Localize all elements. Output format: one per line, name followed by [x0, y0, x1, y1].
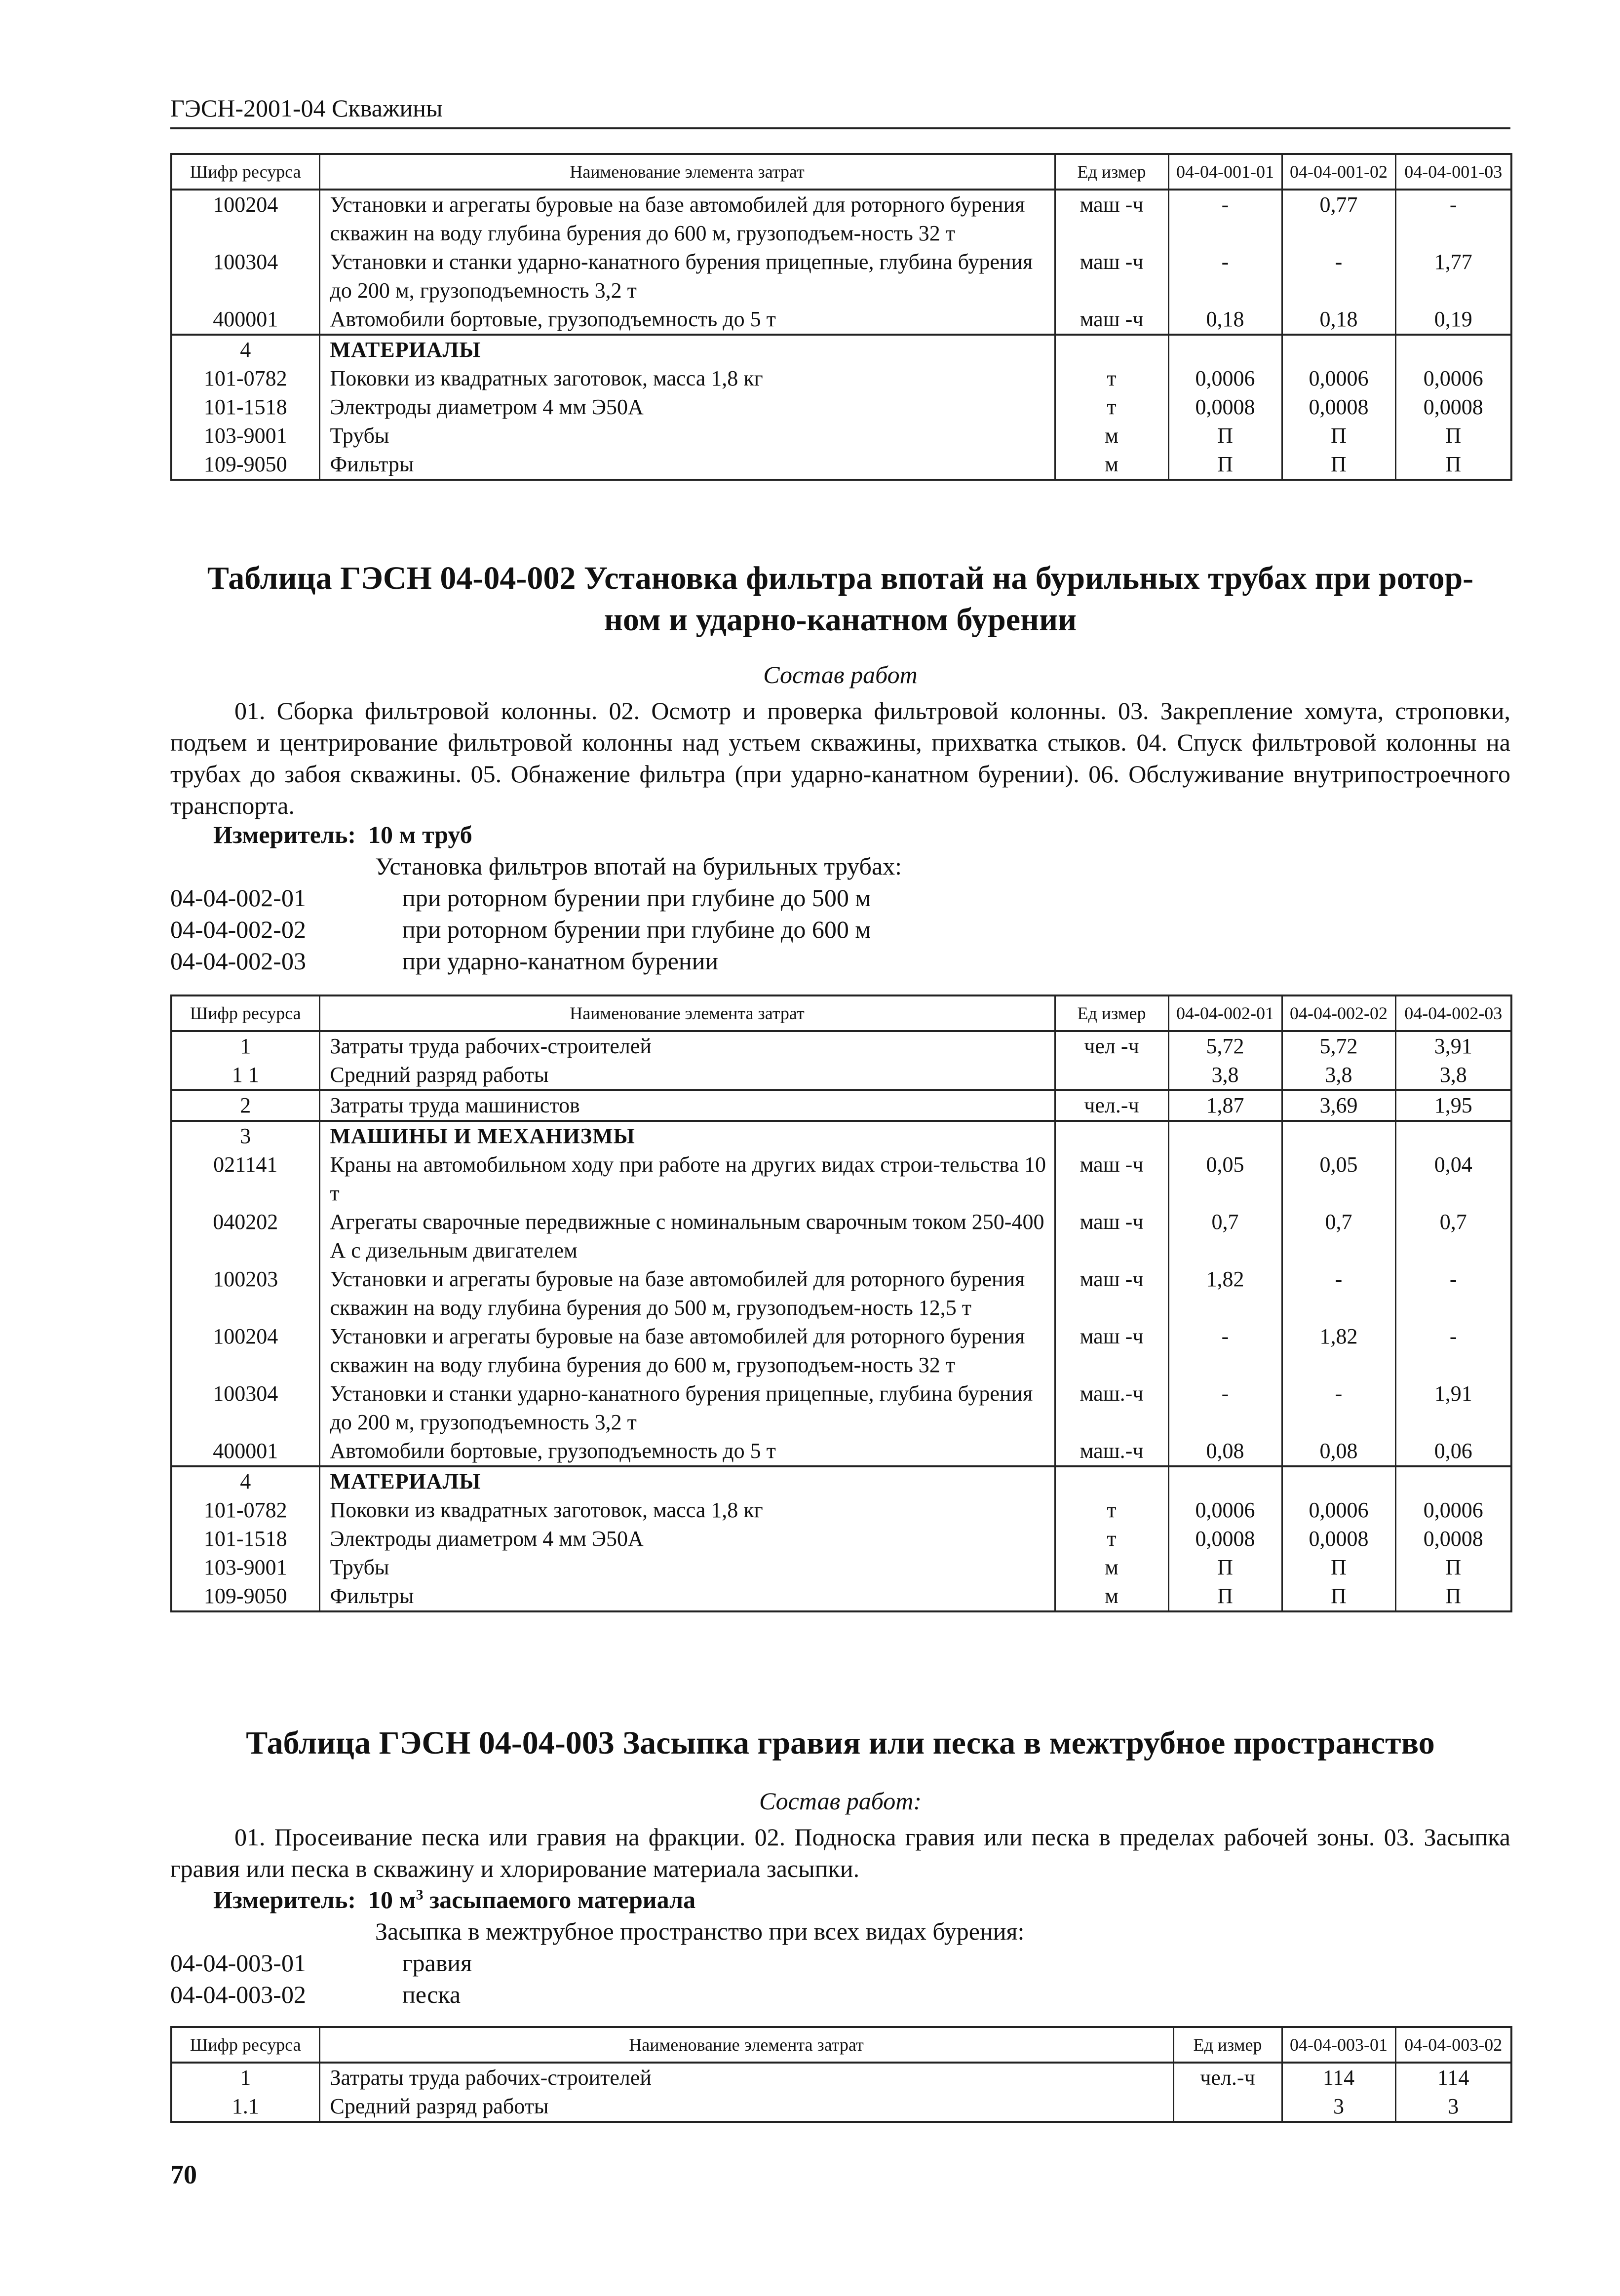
row-unit: м [1055, 421, 1168, 450]
row-value-1: П [1168, 450, 1282, 480]
row-value-1 [1168, 1466, 1282, 1496]
row-value-2: - [1282, 1265, 1395, 1322]
row-unit: маш -ч [1055, 248, 1168, 305]
section-title-line-1: Таблица ГЭСН 04-04-002 Установка фильтра впотай на бурильных трубах при ротор- [207, 560, 1474, 596]
resource-table-04-04-001 [170, 153, 1512, 481]
row-code: 109-9050 [171, 450, 319, 480]
table-row [171, 421, 1511, 450]
row-value-2: 114 [1395, 2063, 1511, 2092]
row-value-2: 0,7 [1282, 1208, 1395, 1265]
table-row [171, 1090, 1511, 1121]
row-name: Фильтры [319, 1582, 1055, 1611]
row-code: 103-9001 [171, 421, 319, 450]
list-item [170, 883, 871, 912]
row-value-2: 3,8 [1282, 1061, 1395, 1090]
list-item [170, 1949, 472, 1977]
table-row [171, 1553, 1511, 1582]
table-row [171, 2092, 1511, 2122]
item-text: при роторном бурении при глубине до 600 м [402, 916, 871, 943]
header-unit: Ед измер [1173, 2027, 1282, 2063]
row-value-3: П [1395, 1582, 1511, 1611]
row-unit: чел.-ч [1173, 2063, 1282, 2092]
row-value-1 [1168, 1121, 1282, 1150]
row-code: 040202 [171, 1208, 319, 1265]
row-name: Агрегаты сварочные передвижные с номинальным сварочным током 250-400 А с дизельным двигателем [319, 1208, 1055, 1265]
row-value-3: - [1395, 1322, 1511, 1379]
meter-value-prefix: 10 м [368, 1886, 416, 1913]
header-unit: Ед измер [1055, 154, 1168, 190]
row-unit: маш -ч [1055, 305, 1168, 335]
resource-table-04-04-002 [170, 995, 1512, 1612]
table-row [171, 1437, 1511, 1466]
header-name: Наименование элемента затрат [319, 995, 1055, 1031]
table-row [171, 248, 1511, 305]
row-unit: т [1055, 1525, 1168, 1553]
row-value-2: 3 [1395, 2092, 1511, 2122]
header-code: Шифр ресурса [171, 995, 319, 1031]
row-code: 021141 [171, 1150, 319, 1208]
row-value-3: 0,0006 [1395, 364, 1511, 393]
row-value-1: 0,0008 [1168, 1525, 1282, 1553]
header-col-3: 04-04-001-03 [1395, 154, 1511, 190]
row-code: 101-1518 [171, 1525, 319, 1553]
composition-heading: Состав работ [763, 661, 918, 689]
row-value-2: 0,0006 [1282, 1496, 1395, 1525]
row-value-1: - [1168, 1322, 1282, 1379]
row-unit: чел -ч [1055, 1031, 1168, 1061]
row-value-2: П [1282, 1582, 1395, 1611]
header-name: Наименование элемента затрат [319, 154, 1055, 190]
row-code: 3 [171, 1121, 319, 1150]
row-code: 100204 [171, 1322, 319, 1379]
row-name: МАШИНЫ И МЕХАНИЗМЫ [319, 1121, 1055, 1150]
header-name: Наименование элемента затрат [319, 2027, 1173, 2063]
row-value-1: 0,0006 [1168, 364, 1282, 393]
table-row [171, 1208, 1511, 1265]
row-code: 1 [171, 1031, 319, 1061]
table-row [171, 1582, 1511, 1611]
row-value-3: - [1395, 190, 1511, 248]
item-code: 04-04-002-01 [170, 884, 306, 912]
row-unit: маш -ч [1055, 1150, 1168, 1208]
row-name: Установки и агрегаты буровые на базе автомобилей для роторного бурения скважин на воду глубина бурения до 600 м, грузоподъем-ность 32 т [319, 1322, 1055, 1379]
row-code: 400001 [171, 1437, 319, 1466]
row-code: 2 [171, 1090, 319, 1121]
table-row [171, 190, 1511, 248]
row-value-3: 0,06 [1395, 1437, 1511, 1466]
row-value-2 [1282, 1121, 1395, 1150]
row-unit: м [1055, 450, 1168, 480]
composition-text: 01. Сборка фильтровой колонны. 02. Осмотр и проверка фильтровой колонны. 03. Закрепление хомута, строповки, подъем и центрирование фильтровой колонны над устьем скважины, прихватка стыков. 04. Спуск фильтровой колонны на трубах до забоя скважины. 05. Обнажение фильтра (при ударно-канатном бурении). 06. Обслуживание внутрипостроечного транспорта. [170, 697, 1510, 819]
section-row-materials [171, 335, 1511, 364]
meter-value [368, 1886, 695, 1913]
row-value-2 [1282, 1466, 1395, 1496]
item-text: при роторном бурении при глубине до 500 м [402, 884, 871, 912]
row-value-3: 0,0006 [1395, 1496, 1511, 1525]
row-value-3: П [1395, 450, 1511, 480]
meter-line [213, 820, 472, 849]
row-value-2: 0,0006 [1282, 364, 1395, 393]
row-unit: маш -ч [1055, 1322, 1168, 1379]
header-unit: Ед измер [1055, 995, 1168, 1031]
row-value-2: - [1282, 248, 1395, 305]
row-name: Электроды диаметром 4 мм Э50А [319, 1525, 1055, 1553]
row-name: Затраты труда рабочих-строителей [319, 2063, 1173, 2092]
row-name: МАТЕРИАЛЫ [319, 1466, 1055, 1496]
table-row [171, 305, 1511, 335]
row-name: Поковки из квадратных заготовок, масса 1,8 кг [319, 1496, 1055, 1525]
table-header-row [171, 154, 1511, 190]
row-value-3 [1395, 1466, 1511, 1496]
row-value-2: П [1282, 450, 1395, 480]
row-name: Средний разряд работы [319, 2092, 1173, 2122]
row-name: Установки и агрегаты буровые на базе автомобилей для роторного бурения скважин на воду глубина бурения до 600 м, грузоподъем-ность 32 т [319, 190, 1055, 248]
page-number: 70 [170, 2160, 197, 2189]
row-value-1: - [1168, 248, 1282, 305]
item-code: 04-04-002-02 [170, 916, 306, 943]
row-name: Затраты труда рабочих-строителей [319, 1031, 1055, 1061]
row-value-1 [1168, 335, 1282, 364]
row-unit: маш.-ч [1055, 1379, 1168, 1437]
row-code: 100304 [171, 1379, 319, 1437]
row-value-3: 0,0008 [1395, 393, 1511, 421]
row-value-1: - [1168, 1379, 1282, 1437]
row-value-3: 0,04 [1395, 1150, 1511, 1208]
row-unit [1173, 2092, 1282, 2122]
list-item [170, 1980, 461, 2009]
row-name: Установки и станки ударно-канатного бурения прицепные, глубина бурения до 200 м, грузоподъемность 3,2 т [319, 1379, 1055, 1437]
list-item [170, 947, 718, 975]
table-row [171, 364, 1511, 393]
row-code: 101-0782 [171, 364, 319, 393]
row-name: МАТЕРИАЛЫ [319, 335, 1055, 364]
row-value-2: - [1282, 1379, 1395, 1437]
row-value-1: 0,0008 [1168, 393, 1282, 421]
row-unit: чел.-ч [1055, 1090, 1168, 1121]
row-name: Трубы [319, 421, 1055, 450]
table-row [171, 450, 1511, 480]
row-value-3: - [1395, 1265, 1511, 1322]
row-name: Электроды диаметром 4 мм Э50А [319, 393, 1055, 421]
header-col-2: 04-04-001-02 [1282, 154, 1395, 190]
row-value-1: 3 [1282, 2092, 1395, 2122]
row-value-3: 3,8 [1395, 1061, 1511, 1090]
item-text: при ударно-канатном бурении [402, 947, 719, 975]
row-name: Поковки из квадратных заготовок, масса 1,8 кг [319, 364, 1055, 393]
row-unit: м [1055, 1553, 1168, 1582]
row-unit [1055, 1121, 1168, 1150]
table-header-row [171, 995, 1511, 1031]
table-row [171, 1061, 1511, 1090]
table-row [171, 393, 1511, 421]
meter-value: 10 м труб [368, 821, 472, 848]
row-name: Трубы [319, 1553, 1055, 1582]
row-code: 109-9050 [171, 1582, 319, 1611]
row-value-1: П [1168, 421, 1282, 450]
row-code: 100304 [171, 248, 319, 305]
table-row [171, 1322, 1511, 1379]
meter-value-exponent: 3 [416, 1886, 424, 1903]
items-lead: Засыпка в межтрубное пространство при всех видах бурения: [375, 1917, 1025, 1945]
table-row [171, 1496, 1511, 1525]
row-value-1: 0,7 [1168, 1208, 1282, 1265]
row-value-3: 1,95 [1395, 1090, 1511, 1121]
meter-value-suffix: засыпаемого материала [423, 1886, 696, 1913]
row-value-2: 0,0008 [1282, 1525, 1395, 1553]
items-lead: Установка фильтров впотай на бурильных трубах: [375, 852, 902, 880]
row-code: 101-1518 [171, 393, 319, 421]
row-name: Средний разряд работы [319, 1061, 1055, 1090]
row-value-3: 0,0008 [1395, 1525, 1511, 1553]
section-title-04-04-003: Таблица ГЭСН 04-04-003 Засыпка гравия или песка в межтрубное пространство [246, 1725, 1435, 1761]
row-name: Фильтры [319, 450, 1055, 480]
row-value-3 [1395, 1121, 1511, 1150]
row-value-2: 0,77 [1282, 190, 1395, 248]
running-title: ГЭСН-2001-04 Скважины [170, 94, 443, 122]
row-value-2: 5,72 [1282, 1031, 1395, 1061]
row-name: Автомобили бортовые, грузоподъемность до 5 т [319, 1437, 1055, 1466]
header-rule [170, 127, 1510, 129]
row-value-3: 0,19 [1395, 305, 1511, 335]
composition-heading: Состав работ: [759, 1787, 922, 1815]
table-row [171, 1525, 1511, 1553]
row-value-1: 3,8 [1168, 1061, 1282, 1090]
row-value-3: 1,77 [1395, 248, 1511, 305]
table-row [171, 1265, 1511, 1322]
row-unit: маш -ч [1055, 190, 1168, 248]
row-value-3: 0,7 [1395, 1208, 1511, 1265]
row-unit [1055, 1061, 1168, 1090]
table-row [171, 2063, 1511, 2092]
row-value-2 [1282, 335, 1395, 364]
row-code: 103-9001 [171, 1553, 319, 1582]
row-unit: маш.-ч [1055, 1437, 1168, 1466]
row-code: 4 [171, 1466, 319, 1496]
section-title-04-04-002 [170, 558, 1510, 641]
header-col-3: 04-04-002-03 [1395, 995, 1511, 1031]
item-text: гравия [402, 1949, 472, 1977]
header-code: Шифр ресурса [171, 2027, 319, 2063]
row-value-1: 0,08 [1168, 1437, 1282, 1466]
item-code: 04-04-003-02 [170, 1981, 306, 2008]
section-row-materials [171, 1466, 1511, 1496]
row-name: Автомобили бортовые, грузоподъемность до 5 т [319, 305, 1055, 335]
row-value-2: 0,05 [1282, 1150, 1395, 1208]
item-code: 04-04-002-03 [170, 947, 306, 975]
list-item [170, 915, 871, 944]
row-code: 100204 [171, 190, 319, 248]
row-value-2: 1,82 [1282, 1322, 1395, 1379]
meter-label: Измеритель: [213, 821, 356, 848]
row-value-3: 3,91 [1395, 1031, 1511, 1061]
row-code: 1 1 [171, 1061, 319, 1090]
row-value-1: 0,18 [1168, 305, 1282, 335]
composition-text: 01. Просеивание песка или гравия на фракции. 02. Подноска гравия или песка в пределах рабочей зоны. 03. Засыпка гравия или песка в скважину и хлорирование материала засыпки. [170, 1823, 1510, 1882]
row-value-3: П [1395, 421, 1511, 450]
table-row [171, 1150, 1511, 1208]
meter-label: Измеритель: [213, 1886, 356, 1913]
row-value-1: П [1168, 1553, 1282, 1582]
item-text: песка [402, 1981, 461, 2008]
row-value-1: 114 [1282, 2063, 1395, 2092]
row-value-1: 1,87 [1168, 1090, 1282, 1121]
row-name: Затраты труда машинистов [319, 1090, 1055, 1121]
table-header-row [171, 2027, 1511, 2063]
row-value-2: П [1282, 421, 1395, 450]
row-value-1: - [1168, 190, 1282, 248]
row-value-1: 0,05 [1168, 1150, 1282, 1208]
row-code: 1 [171, 2063, 319, 2092]
row-unit: маш -ч [1055, 1208, 1168, 1265]
row-value-1: 0,0006 [1168, 1496, 1282, 1525]
row-unit [1055, 335, 1168, 364]
row-value-1: П [1168, 1582, 1282, 1611]
row-name: Установки и агрегаты буровые на базе автомобилей для роторного бурения скважин на воду глубина бурения до 500 м, грузоподъем-ность 12,5 т [319, 1265, 1055, 1322]
section-row-machines [171, 1121, 1511, 1150]
row-name: Установки и станки ударно-канатного бурения прицепные, глубина бурения до 200 м, грузоподъемность 3,2 т [319, 248, 1055, 305]
row-value-3: П [1395, 1553, 1511, 1582]
table-row [171, 1379, 1511, 1437]
row-value-3: 1,91 [1395, 1379, 1511, 1437]
table-row [171, 1031, 1511, 1061]
header-code: Шифр ресурса [171, 154, 319, 190]
header-col-2: 04-04-002-02 [1282, 995, 1395, 1031]
row-unit: т [1055, 364, 1168, 393]
header-col-1: 04-04-003-01 [1282, 2027, 1395, 2063]
row-unit: т [1055, 1496, 1168, 1525]
header-col-2: 04-04-003-02 [1395, 2027, 1511, 2063]
row-code: 100203 [171, 1265, 319, 1322]
row-unit [1055, 1466, 1168, 1496]
row-code: 4 [171, 335, 319, 364]
row-value-1: 5,72 [1168, 1031, 1282, 1061]
row-code: 1.1 [171, 2092, 319, 2122]
row-value-2: 0,18 [1282, 305, 1395, 335]
item-code: 04-04-003-01 [170, 1949, 306, 1977]
row-code: 101-0782 [171, 1496, 319, 1525]
section-title-line-2: ном и ударно-канатном бурении [604, 602, 1077, 638]
row-value-1: 1,82 [1168, 1265, 1282, 1322]
row-unit: маш -ч [1055, 1265, 1168, 1322]
row-unit: т [1055, 393, 1168, 421]
row-value-2: П [1282, 1553, 1395, 1582]
row-value-3 [1395, 335, 1511, 364]
header-col-1: 04-04-002-01 [1168, 995, 1282, 1031]
row-value-2: 3,69 [1282, 1090, 1395, 1121]
row-name: Краны на автомобильном ходу при работе на других видах строи-тельства 10 т [319, 1150, 1055, 1208]
row-code: 400001 [171, 305, 319, 335]
row-unit: м [1055, 1582, 1168, 1611]
resource-table-04-04-003 [170, 2026, 1512, 2123]
row-value-2: 0,0008 [1282, 393, 1395, 421]
row-value-2: 0,08 [1282, 1437, 1395, 1466]
meter-line [213, 1885, 695, 1914]
header-col-1: 04-04-001-01 [1168, 154, 1282, 190]
